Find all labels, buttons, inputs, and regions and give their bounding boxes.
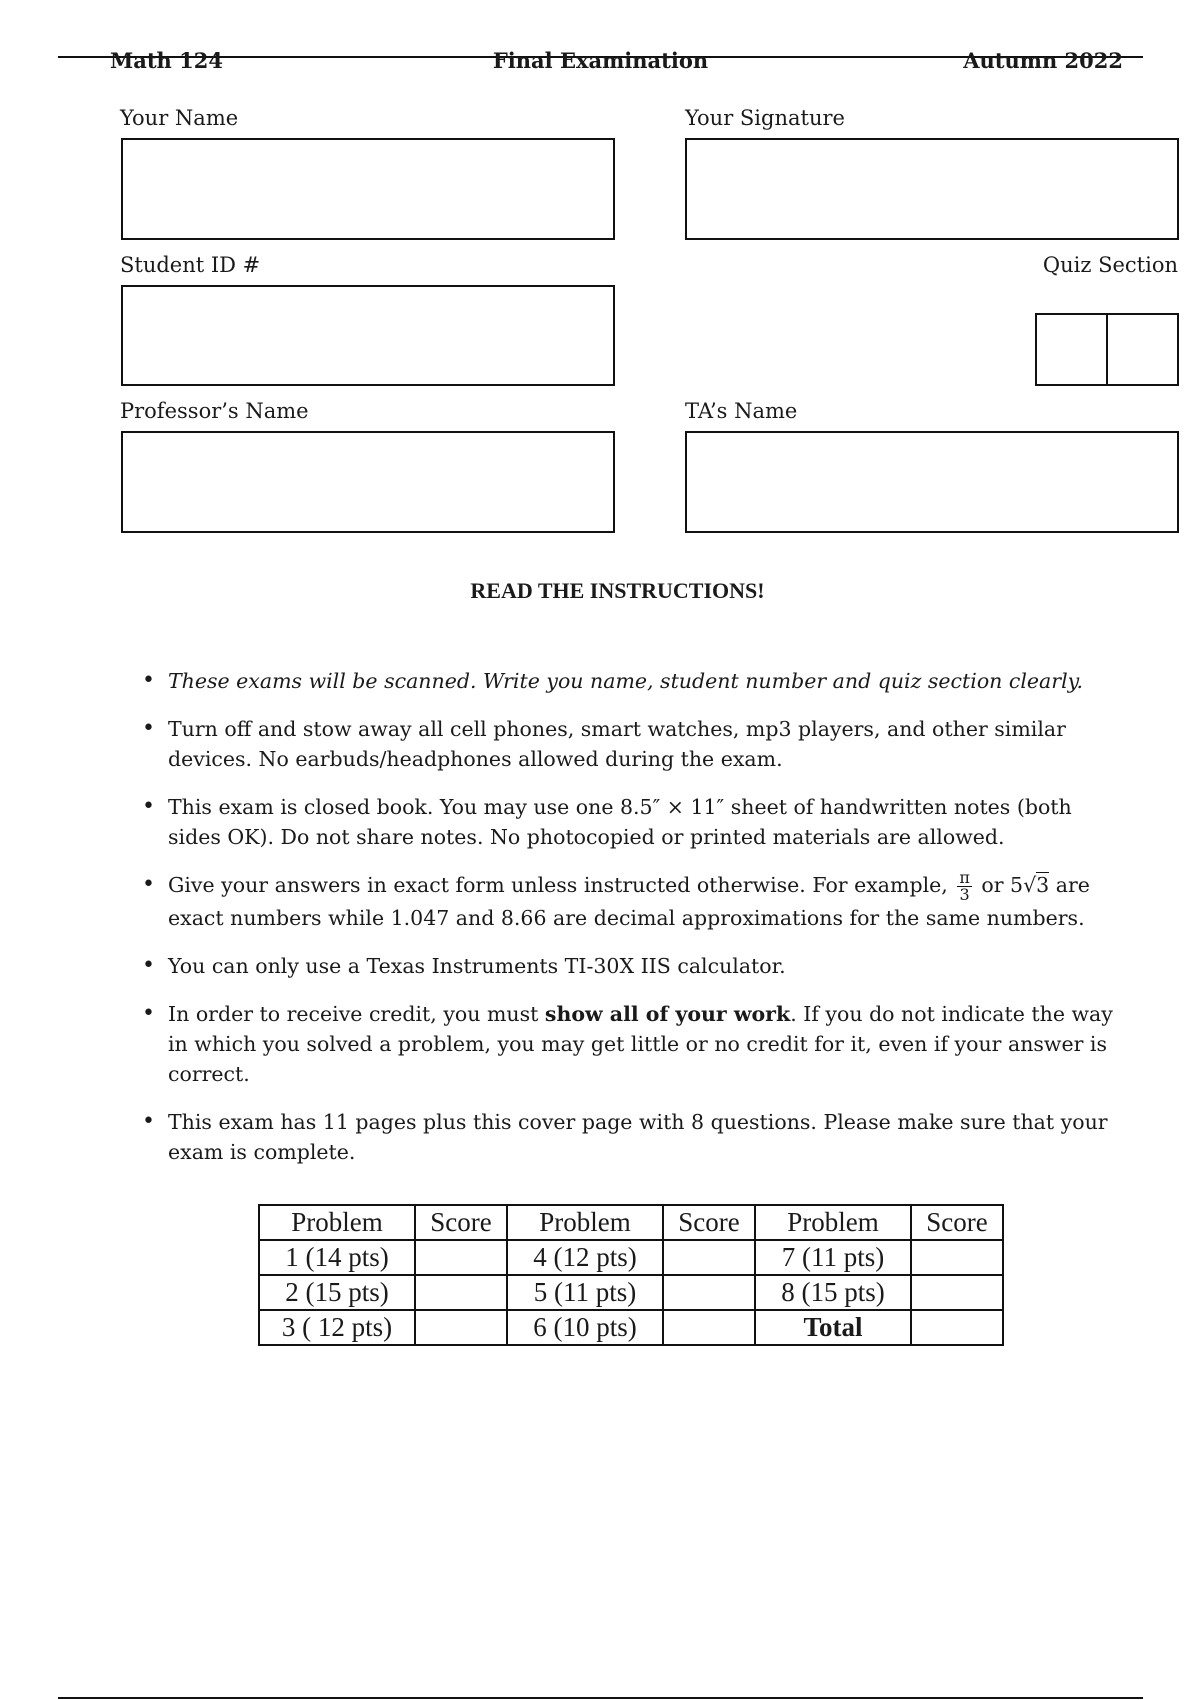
score-cell[interactable] [663,1310,755,1345]
table-row [259,1310,1003,1345]
problem-cell: 8 (15 pts) [755,1275,911,1310]
student-id-box[interactable] [121,285,615,386]
ta-label: TA’s Name [685,399,798,423]
table-header-row [259,1205,1003,1240]
problem-header: Problem [755,1205,911,1240]
instruction-item: • These exams will be scanned. Write you name, student number and quiz section clearly. [142,666,1124,696]
total-score-cell[interactable] [911,1310,1003,1345]
problem-cell: 7 (11 pts) [755,1240,911,1275]
name-box[interactable] [121,138,615,240]
instructions-title: READ THE INSTRUCTIONS! [470,578,765,603]
instructions-list [142,666,1124,1185]
score-cell[interactable] [415,1275,507,1310]
table-row [259,1240,1003,1275]
exam-title: Final Examination [492,48,709,73]
problem-cell: 6 (10 pts) [507,1310,663,1345]
score-header: Score [415,1205,507,1240]
signature-label: Your Signature [685,106,845,130]
quiz-section-box-1[interactable] [1035,313,1108,386]
exam-term: Autumn 2022 [963,48,1123,73]
instruction-item: • In order to receive credit, you must show all of your work. If you do not indicate the way in which you solved a problem, you may get little or no credit for it, even if your answer is correct. [142,999,1124,1089]
score-cell[interactable] [663,1275,755,1310]
problem-header: Problem [507,1205,663,1240]
professor-label: Professor’s Name [120,399,309,423]
problem-header: Problem [259,1205,415,1240]
score-header: Score [663,1205,755,1240]
problem-cell: 2 (15 pts) [259,1275,415,1310]
score-table [258,1204,1004,1346]
ta-box[interactable] [685,431,1179,533]
problem-cell: 4 (12 pts) [507,1240,663,1275]
score-cell[interactable] [911,1275,1003,1310]
total-label: Total [755,1310,911,1345]
pi-over-3-fraction: $\frac{\pi}{3}$ [959,868,970,904]
instruction-item: • This exam is closed book. You may use one 8.5″ × 11″ sheet of handwritten notes (both sides OK). Do not share notes. No photocopied or printed materials are allowed. [142,792,1124,852]
score-header: Score [911,1205,1003,1240]
score-cell[interactable] [415,1240,507,1275]
signature-box[interactable] [685,138,1179,240]
professor-box[interactable] [121,431,615,533]
problem-cell: 3 ( 12 pts) [259,1310,415,1345]
student-id-label: Student ID # [120,253,261,277]
instruction-item: • This exam has 11 pages plus this cover page with 8 questions. Please make sure that your exam is complete. [142,1107,1124,1167]
score-cell[interactable] [911,1240,1003,1275]
score-cell[interactable] [663,1240,755,1275]
instruction-item: • Turn off and stow away all cell phones, smart watches, mp3 players, and other similar devices. No earbuds/headphones allowed during the exam. [142,714,1124,774]
instruction-item: • Give your answers in exact form unless instructed otherwise. For example, $\frac{\pi}{3}$ or 5√3 are exact numbers while 1.047 and 8.66 are decimal approximations for the same numbers. [142,870,1124,933]
page-header [58,48,1143,73]
problem-cell: 5 (11 pts) [507,1275,663,1310]
quiz-section-label: Quiz Section [1042,253,1178,277]
footer-rule [58,1697,1143,1699]
table-row [259,1275,1003,1310]
name-label: Your Name [120,106,239,130]
course-name: Math 124 [110,48,223,73]
quiz-section-box-2[interactable] [1106,313,1179,386]
sqrt-symbol: √ [1023,873,1037,897]
instruction-item: • You can only use a Texas Instruments TI-30X IIS calculator. [142,951,1124,981]
problem-cell: 1 (14 pts) [259,1240,415,1275]
score-cell[interactable] [415,1310,507,1345]
